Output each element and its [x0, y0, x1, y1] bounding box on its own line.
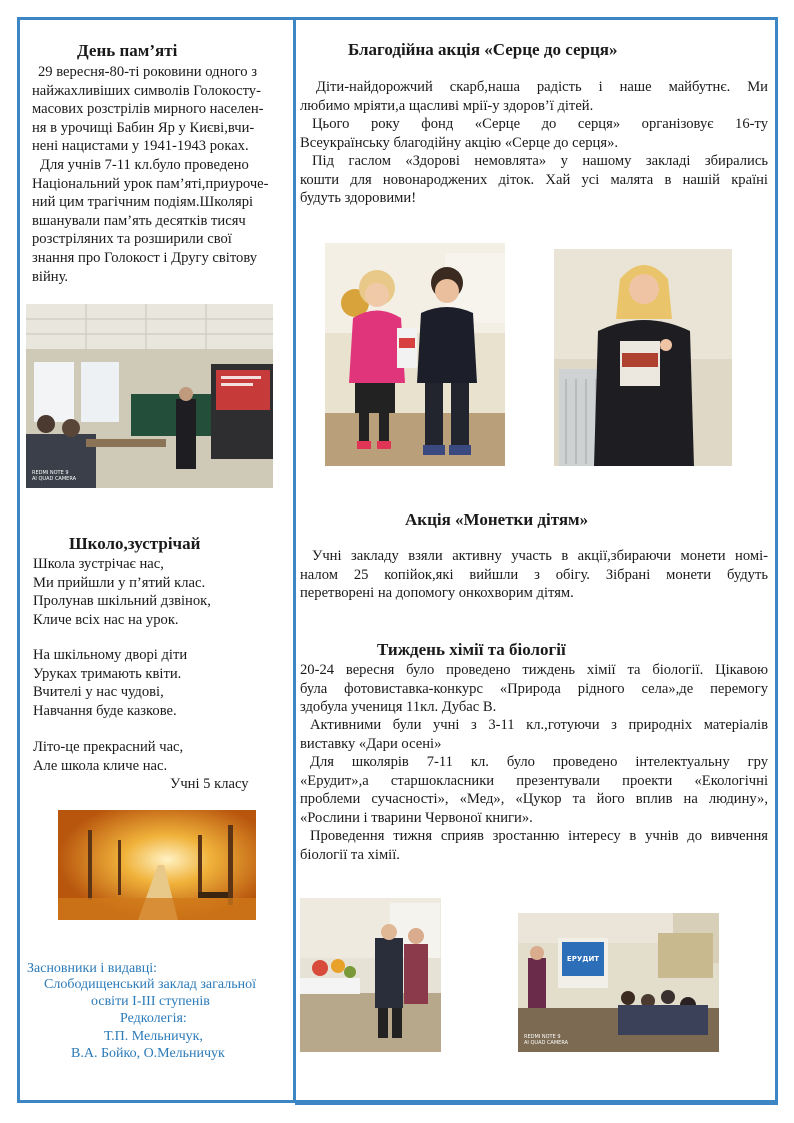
- memory-paragraph-2: Для учнів 7-11 кл.було проведено Національний урок пам’яті,приуроче- ний цим трагічним подіям.Школярі вшанували пам’ять десятків тисяч розстріляних та розширили свої знання про Голокост і Другу світову війну.: [32, 157, 269, 285]
- charity-paragraph-3: Під гаслом «Здорові немовлята» у нашому закладі збирались кошти для новонароджених діток. Хай усі малята в нашій країні будуть здоровими!: [300, 153, 768, 207]
- credits-org-line-1: Слободищенський заклад загальної: [44, 977, 256, 992]
- credits-board-label: Редколегія:: [120, 1011, 187, 1026]
- credits-member-2: В.А. Бойко, О.Мельничук: [71, 1046, 225, 1061]
- poem-stanza-3: Літо-це прекрасний час, Але школа кличе нас.: [33, 739, 184, 774]
- week-exhibition-photo: [300, 898, 441, 1052]
- poem-title: Школо,зустрічай: [69, 534, 201, 553]
- week-paragraph-3: Для школярів 7-11 кл. було проведено інтелектуальну гру «Ерудит»,а старшокласники презентували проекти «Екологічні проблеми сучасності», «Мед», «Цукор та його вплив на людину», «Рослини і тварини Червоної книги».: [300, 754, 768, 826]
- week-paragraph-2: Активними були учні з 3-11 кл.,готуючи з природніх матеріалів виставку «Дари осені»: [300, 717, 768, 752]
- poem-stanza-2: На шкільному дворі діти Уруках тримають квіти. Вчителі у нас чудові, Навчання буде казкове.: [33, 647, 188, 719]
- photo-camera-stamp: REDMI NOTE 9 AI QUAD CAMERA: [32, 470, 77, 482]
- poem-stanza-1: Школа зустрічає нас, Ми прийшли у п’ятий клас. Пролунав шкільний дзвінок, Кличе всіх нас на урок.: [33, 556, 211, 628]
- charity-children-photo: [325, 243, 505, 466]
- charity-title: Благодійна акція «Серце до серця»: [348, 40, 618, 59]
- charity-paragraph-1: Діти-найдорожчий скарб,наша радість і наше майбутнє. Ми любимо мріяти,а щасливі мрії-у здоров’ї дітей.: [300, 79, 768, 114]
- charity-paragraph-2: Цього року фонд «Серце до серця» організовує 16-ту Всеукраїнську благодійну акцію «Серце до серця».: [300, 116, 768, 151]
- memory-lesson-photo: [26, 304, 273, 488]
- autumn-park-photo: [58, 810, 256, 920]
- coins-title: Акція «Монетки дітям»: [405, 510, 589, 529]
- credits-label: Засновники і видавці:: [27, 961, 158, 976]
- week-paragraph-1: 20-24 вересня було проведено тиждень хімії та біології. Цікавою була фотовиставка-конкурс «Природа рідного села»,де перемогу здобула учениця 11кл. Дубас В.: [300, 662, 768, 716]
- charity-girl-photo: [554, 249, 732, 466]
- week-title: Тиждень хімії та біології: [377, 640, 566, 659]
- week-erudite-photo: [518, 913, 719, 1052]
- memory-title: День пам’яті: [77, 41, 178, 60]
- photo-camera-stamp-2: REDMI NOTE 9 AI QUAD CAMERA: [524, 1034, 569, 1046]
- coins-paragraph: Учні закладу взяли активну участь в акції,збираючи монети номі- налом 25 копійок,які вийшли з обігу. Зібрані монети будуть перетворені на допомогу онкохворим дітям.: [300, 548, 768, 602]
- bottom-border: [295, 1100, 778, 1105]
- credits-member-1: Т.П. Мельничук,: [104, 1029, 203, 1044]
- screen-title-text: ЕРУДИТ: [566, 955, 600, 963]
- credits-org-line-2: освіти І-ІІІ ступенів: [91, 994, 210, 1009]
- memory-paragraph-1: 29 вересня-80-ті роковини одного з найжахливіших символів Голокосту- масових розстрілів мирного населен- ня в урочищі Бабин Яр у Києві,вчи- нені нацистами у 1941-1943 роках.: [32, 64, 264, 155]
- poem-author: Учні 5 класу: [170, 776, 249, 792]
- week-paragraph-4: Проведення тижня сприяв зростанню інтересу в учнів до вивчення біології та хімії.: [300, 828, 768, 863]
